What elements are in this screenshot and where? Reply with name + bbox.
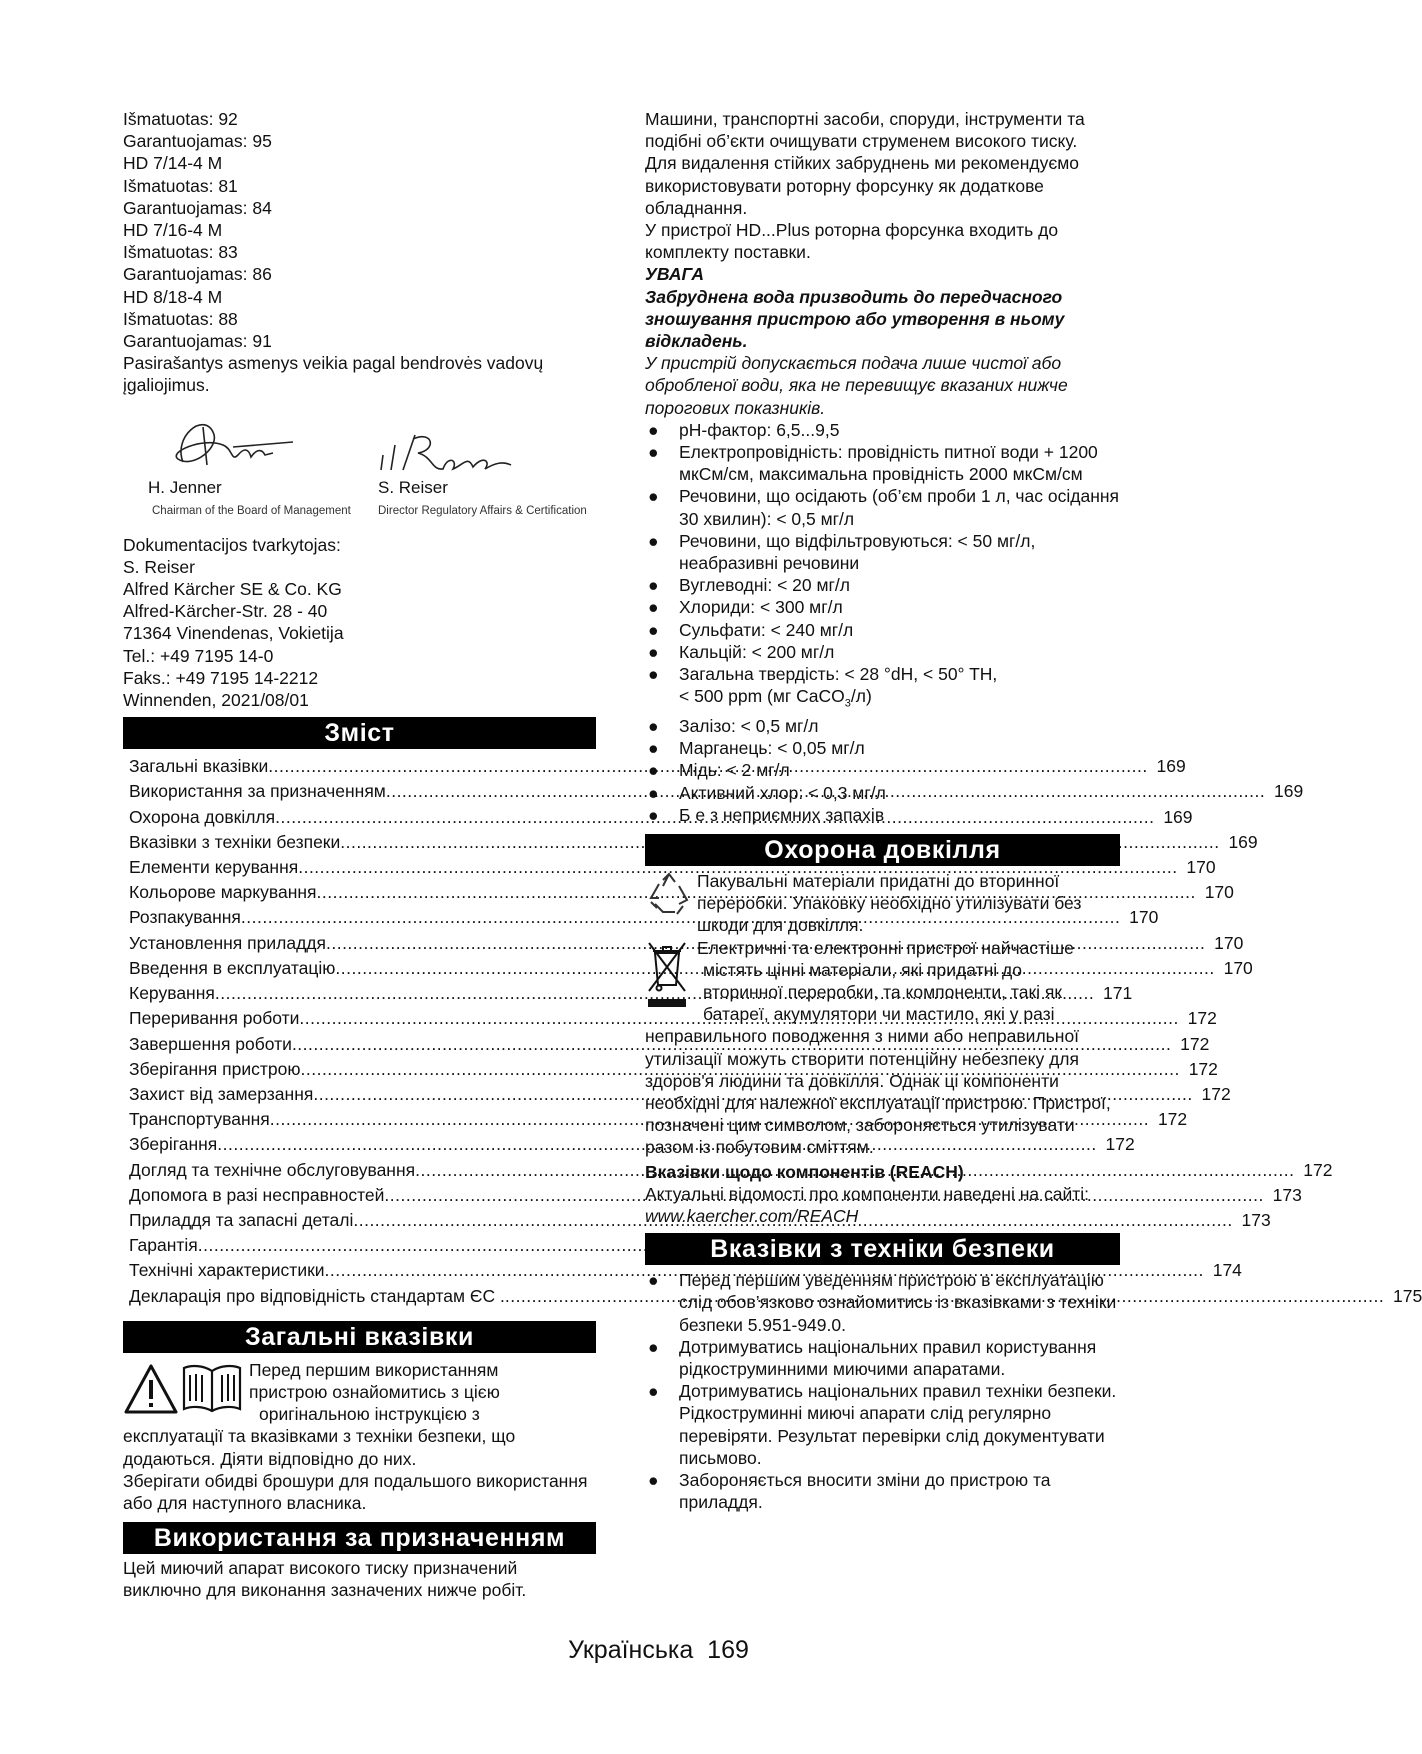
toc-entry-page: 170 <box>1186 857 1216 878</box>
toc-entry-page: 172 <box>1187 1008 1217 1029</box>
toc-entry-label: Охорона довкілля <box>129 806 276 827</box>
safety-text: Дотримуватись національних правил користування рідкоструминними миючими апаратами. <box>679 1336 1097 1380</box>
toc-entry[interactable] <box>129 1233 597 1258</box>
reach-text: Актуальні відомості про компоненти наведені на сайті: <box>645 1183 1090 1204</box>
bullet-icon: ● <box>648 575 659 596</box>
water-limit-item <box>645 619 1120 641</box>
measure-line: Garantuojamas: 91 <box>123 331 272 352</box>
electrical-line: батареї, акумулятори чи мастило, які у разі <box>703 1004 1055 1025</box>
use-continuation: Машини, транспортні засоби, споруди, інструменти та подібні об’єкти очищувати струменем високого тиску. <box>645 109 1085 152</box>
toc-entry-page: 170 <box>1204 882 1234 903</box>
water-limit-item <box>645 596 1120 618</box>
doc-line: Alfred-Kärcher-Str. 28 - 40 <box>123 601 328 622</box>
measure-line: HD 8/18-4 M <box>123 286 223 307</box>
bullet-icon: ● <box>648 442 659 463</box>
toc-entry-label: Гарантія <box>129 1235 198 1256</box>
toc-entry-page: 172 <box>1201 1083 1231 1104</box>
signer-name-1: H. Jenner <box>148 477 222 497</box>
signer-name-2: S. Reiser <box>378 477 448 497</box>
hardness-ppm-subscript: 3 <box>844 697 851 710</box>
bullet-icon: ● <box>648 1336 659 1357</box>
toc-entry-label: Розпакування <box>129 907 241 928</box>
toc-entry-page: 172 <box>1303 1159 1333 1180</box>
water-limit-text: Кальцій: < 200 мг/л <box>679 641 835 662</box>
measure-line: HD 7/16-4 M <box>123 220 223 241</box>
page-footer <box>0 1636 1241 1665</box>
warning-triangle-icon <box>123 1363 179 1415</box>
warning-bold-text: Забруднена вода призводить до передчасного зношування пристрою або утворення в ньому відкладень. <box>645 286 1065 352</box>
toc-entry-page: 169 <box>1274 781 1304 802</box>
environment-electrical <box>645 937 1120 1026</box>
toc-entry[interactable] <box>129 1107 1188 1132</box>
toc-entry-page: 172 <box>1105 1134 1135 1155</box>
water-limit-item <box>645 782 1120 804</box>
electrical-line: Електричні та електронні пристрої найчастіше <box>697 937 1074 958</box>
water-limit-item <box>645 663 1120 685</box>
doc-line: Winnenden, 2021/08/01 <box>123 690 309 711</box>
toc-entry[interactable] <box>129 1132 1135 1157</box>
signers-note: Pasirašantys asmenys veikia pagal bendrovės vadovų įgaliojimus. <box>123 353 544 396</box>
water-limit-item <box>645 485 1120 529</box>
toc-entry-label: Вказівки з техніки безпеки <box>129 831 341 852</box>
environment-packaging <box>645 870 1120 937</box>
toc-entry-label: Переривання роботи <box>129 1008 300 1029</box>
bullet-icon: ● <box>648 1270 659 1291</box>
water-limit-text: Марганець: < 0,05 мг/л <box>679 738 865 759</box>
bullet-icon: ● <box>648 664 659 685</box>
signer-role-1: Chairman of the Board of Management <box>152 504 351 517</box>
general-line: оригінальною інструкцією з <box>259 1404 480 1425</box>
hardness-ppm-unit: /л) <box>850 686 872 707</box>
warning-label: УВАГА <box>645 264 704 285</box>
measure-line: Garantuojamas: 84 <box>123 197 272 218</box>
water-limit-item <box>645 419 1120 441</box>
bullet-icon: ● <box>648 760 659 781</box>
electrical-line: містять цінні матеріали, які придатні до <box>703 959 1022 980</box>
bullet-icon: ● <box>648 419 659 440</box>
toc-entry-page: 169 <box>1163 806 1193 827</box>
water-limit-text: Активний хлор: < 0,3 мг/л <box>679 782 886 803</box>
safety-heading: Вказівки з техніки безпеки <box>645 1233 1120 1265</box>
toc-entry-label: Приладдя та запасні деталі <box>129 1209 354 1230</box>
general-intro <box>123 1359 596 1426</box>
plus-text: У пристрої HD...Plus роторна форсунка входить до комплекту поставки. <box>645 220 1059 263</box>
toc-entry-label: Зберігання <box>129 1134 218 1155</box>
doc-line: Faks.: +49 7195 14-2212 <box>123 667 319 688</box>
footer-page-number: 169 <box>707 1636 749 1664</box>
toc-entry-label: Зберігання пристрою <box>129 1058 301 1079</box>
crossed-bin-icon <box>645 939 689 1009</box>
intended-use-heading: Використання за призначенням <box>123 1522 596 1554</box>
water-limit-text: Хлориди: < 300 мг/л <box>679 597 843 618</box>
toc-entry-page: 170 <box>1223 957 1253 978</box>
bullet-icon: ● <box>648 782 659 803</box>
right-column <box>645 108 1120 1513</box>
packaging-text: Пакувальні матеріали придатні до вторинної переробки. Упаковку необхідно утилізувати без шкоди для довкілля. <box>697 871 1082 936</box>
safety-list <box>645 1269 1120 1513</box>
warning-italic-text: У пристрій допускається подача лише чистої або обробленої води, яка не перевищує вказаних нижче порогових показників. <box>645 353 1068 418</box>
toc-entry-label: Використання за призначенням <box>129 781 386 802</box>
signature-script-1: Jenner <box>143 393 192 411</box>
bullet-icon: ● <box>648 619 659 640</box>
safety-item <box>645 1269 1120 1336</box>
toc-entry-label: Транспортування <box>129 1109 270 1130</box>
doc-line: Alfred Kärcher SE & Co. KG <box>123 579 342 600</box>
doc-line: S. Reiser <box>123 556 195 577</box>
measure-line: HD 7/14-4 M <box>123 153 223 174</box>
water-limit-text: Електропровідність: провідність питної води + 1200 мкСм/см, максимальна провідність 2000 мкСм/см <box>679 442 1098 485</box>
toc-entry-label: Технічні характеристики <box>129 1260 325 1281</box>
toc-entry-page: 169 <box>1228 831 1258 852</box>
water-limit-item <box>645 530 1120 574</box>
water-limit-item <box>645 759 1120 781</box>
bullet-icon: ● <box>648 1470 659 1491</box>
water-limit-item <box>645 641 1120 663</box>
measure-line: Išmatuotas: 83 <box>123 242 238 263</box>
toc-entry-label: Завершення роботи <box>129 1033 292 1054</box>
water-limit-text: Б е з неприємних запахів <box>679 804 885 825</box>
hardness-ppm-text <box>679 685 1120 715</box>
intended-use-text: Цей миючий апарат високого тиску призначений виключно для виконання зазначених нижче робіт. <box>123 1558 527 1601</box>
toc-entry[interactable] <box>129 1057 1218 1082</box>
sound-measures <box>123 108 596 397</box>
water-limits-list <box>645 419 1120 826</box>
safety-text: Дотримуватись національних правил техніки безпеки. Рідкоструминні миючі апарати слід регулярно перевіряти. Результат перевірки слід документувати письмово. <box>679 1381 1117 1468</box>
toc-entry-page: 171 <box>1103 983 1133 1004</box>
hardness-ppm-part: < 500 ppm (мг CaCO <box>679 686 845 707</box>
electrical-rest: неправильного поводження з ними або неправильної утилізації можуть створити потенційну небезпеку для здоров'я людини та довкілля. Однак ці компоненти необхідні для належної експлуатації пристрою. Пристрої, позначені цим символом, забороняється утилізувати разом із побутовим сміттям. <box>645 1026 1111 1158</box>
documentation-contact <box>123 534 596 712</box>
measure-line: Išmatuotas: 81 <box>123 175 238 196</box>
toc-entry-label: Догляд та технічне обслуговування <box>129 1159 416 1180</box>
water-limit-text: Загальна твердість: < 28 °dH, < 50° TH, <box>679 664 998 685</box>
general-heading: Загальні вказівки <box>123 1321 596 1353</box>
bullet-icon: ● <box>648 486 659 507</box>
water-limit-text: Залізо: < 0,5 мг/л <box>679 715 819 736</box>
safety-item <box>645 1380 1120 1469</box>
measure-line: Išmatuotas: 92 <box>123 109 238 129</box>
signature-jenner <box>143 393 323 477</box>
signature-block <box>123 393 596 527</box>
footer-language: Українська <box>568 1636 694 1664</box>
doc-line: 71364 Vinendenas, Vokietija <box>123 623 344 644</box>
toc-entry-label: Захист від замерзання <box>129 1083 314 1104</box>
bullet-icon: ● <box>648 715 659 736</box>
electrical-line: вторинної переробки, та компоненти, такі як <box>703 982 1062 1003</box>
doc-line: Tel.: +49 7195 14-0 <box>123 645 274 666</box>
toc-entry-label: Введення в експлуатацію <box>129 957 336 978</box>
toc-entry-label: Керування <box>129 983 215 1004</box>
toc-entry[interactable] <box>129 1284 1422 1309</box>
doc-line: Dokumentacijos tvarkytojas: <box>123 534 341 555</box>
measure-line: Garantuojamas: 86 <box>123 264 272 285</box>
signature-reiser <box>373 411 533 485</box>
toc-entry[interactable] <box>129 1032 1210 1057</box>
water-limit-item <box>645 574 1120 596</box>
toc-entry-page: 175 <box>1393 1285 1422 1306</box>
recycling-icon <box>645 872 693 916</box>
toc-entry[interactable] <box>129 1258 1242 1283</box>
reach-paragraph <box>645 1183 1120 1227</box>
water-limit-text: Сульфати: < 240 мг/л <box>679 619 854 640</box>
toc-entry-page: 172 <box>1188 1058 1218 1079</box>
reach-link[interactable]: www.kaercher.com/REACH <box>645 1206 859 1227</box>
water-limit-continuation <box>645 685 1120 715</box>
toc-entry-page: 174 <box>1212 1260 1242 1281</box>
rotor-nozzle-text: Для видалення стійких забруднень ми рекомендуємо використовувати роторну форсунку як додаткове обладнання. <box>645 153 1080 218</box>
bullet-icon: ● <box>648 597 659 618</box>
toc-entry[interactable] <box>129 855 1216 880</box>
toc-entry[interactable] <box>129 1082 1231 1107</box>
general-line: Перед першим використанням <box>249 1359 499 1380</box>
general-keep: Зберігати обидві брошури для подальшого використання або для наступного власника. <box>123 1470 588 1513</box>
water-limit-text: Вуглеводні: < 20 мг/л <box>679 575 851 596</box>
bullet-icon: ● <box>648 530 659 551</box>
toc-entry-label: Допомога в разі несправностей <box>129 1184 385 1205</box>
environment-heading: Охорона довкілля <box>645 834 1120 866</box>
water-limit-text: Речовини, що відфільтровуються: < 50 мг/л, неабразивні речовини <box>679 530 1036 574</box>
signer-role-2: Director Regulatory Affairs & Certification <box>378 504 587 517</box>
measure-line: Išmatuotas: 88 <box>123 308 238 329</box>
bullet-icon: ● <box>648 1381 659 1402</box>
safety-item <box>645 1469 1120 1513</box>
bullet-icon: ● <box>648 804 659 825</box>
toc-entry-label: Кольорове маркування <box>129 882 317 903</box>
toc-heading: Зміст <box>123 717 596 749</box>
general-rest: експлуатації та вказівками з техніки безпеки, що додаються. Діяти відповідно до них. <box>123 1426 516 1469</box>
toc-entry-page: 170 <box>1129 907 1159 928</box>
water-limit-item <box>645 441 1120 485</box>
bullet-icon: ● <box>648 641 659 662</box>
water-limit-text: Мідь: < 2 мг/л <box>679 760 790 781</box>
toc-entry-label: Елементи керування <box>129 857 299 878</box>
toc-entry-label: Установлення приладдя <box>129 932 326 953</box>
toc-entry-label: Декларація про відповідність стандартам ЄС . <box>129 1285 505 1306</box>
signature-script-2: i.V. Reiser <box>373 411 446 429</box>
safety-text: Забороняється вносити зміни до пристрою та приладдя. <box>679 1470 1051 1513</box>
water-limit-text: pH-фактор: 6,5...9,5 <box>679 419 840 440</box>
toc-entry-page: 173 <box>1241 1209 1271 1230</box>
water-limit-text: Речовини, що осідають (об’єм проби 1 л, час осідання 30 хвилин): < 0,5 мг/л <box>679 486 1119 529</box>
toc-entry-label: Загальні вказівки <box>129 756 269 777</box>
toc-entry-page: 170 <box>1214 932 1244 953</box>
water-limit-item <box>645 804 1120 826</box>
manual-book-icon <box>181 1361 243 1413</box>
water-limit-item <box>645 737 1120 759</box>
toc-entry-page: 169 <box>1156 756 1186 777</box>
toc-entry-page: 172 <box>1180 1033 1210 1054</box>
safety-text: Перед першим уведенням пристрою в експлуатацію слід обов’язково ознайомитись із вказівками з техніки безпеки 5.951-949.0. <box>679 1270 1117 1335</box>
reach-heading: Вказівки щодо компонентів (REACH) <box>645 1161 964 1182</box>
safety-item <box>645 1336 1120 1380</box>
general-line: пристрою ознайомитись з цією <box>249 1381 500 1402</box>
bullet-icon: ● <box>648 738 659 759</box>
measure-line: Garantuojamas: 95 <box>123 131 272 152</box>
toc-entry[interactable] <box>129 905 1159 930</box>
water-limit-item <box>645 715 1120 737</box>
toc-entry-page: 172 <box>1157 1109 1188 1130</box>
toc-entry[interactable] <box>129 880 1234 905</box>
toc-entry-page: 173 <box>1272 1184 1302 1205</box>
